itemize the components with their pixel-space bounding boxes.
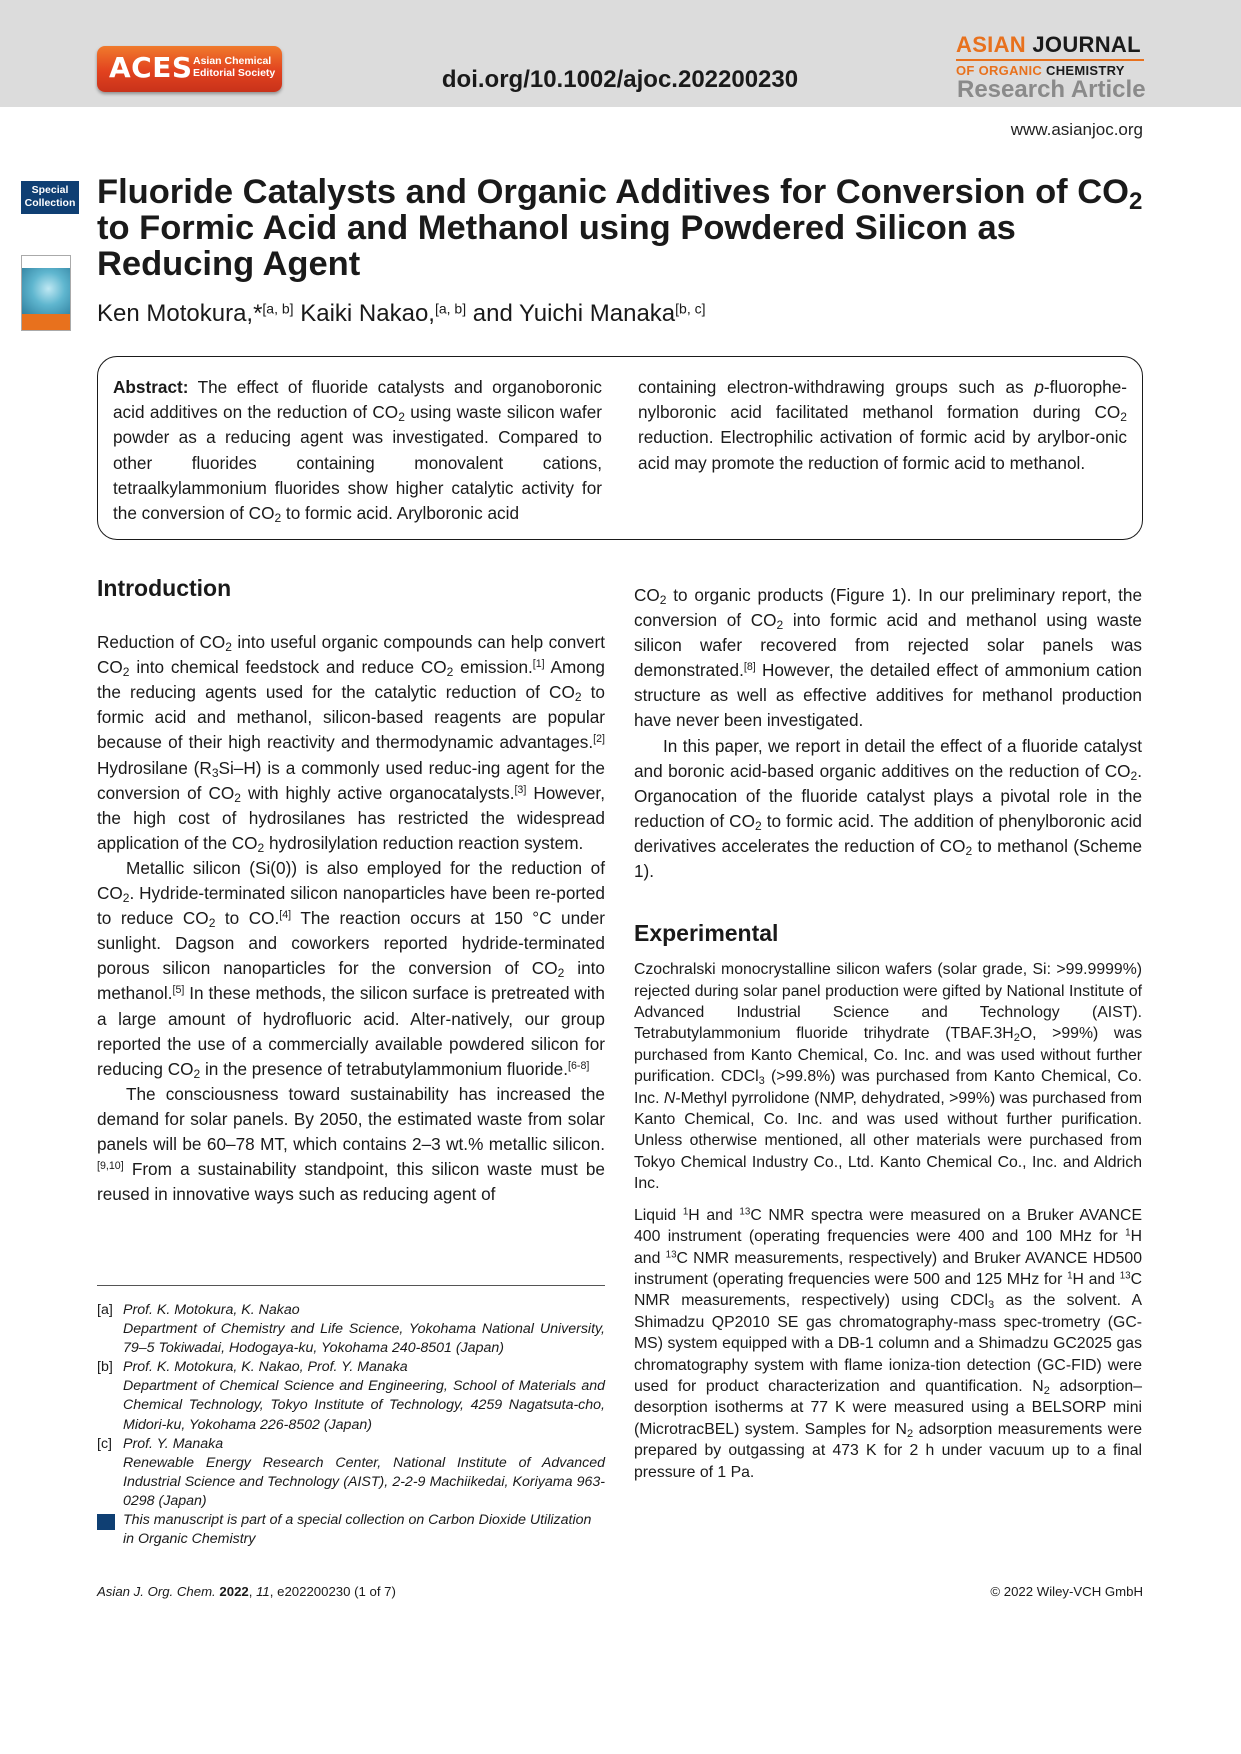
experimental-paragraph-2: Liquid $^1$H and $^{13}$C NMR spectra were measured on a Bruker AVANCE 400 instrument (operating frequencies were 400 and 100 MHz for $^1$H and $^{13}$C NMR measurements, respectively) and Bruker AVANCE HD500 instrument (operating frequencies were 500 and 125 MHz for $^1$H and $^{13}$C NMR measurements, respectively) using CDCl$_3$ as the solvent. A Shimadzu QP2010 SE gas chromatography-mass spec-trometry (GC-MS) system equipped with a DB-1 column and a Shimadzu GC2025 gas chromatography system with flame ioniza-tion detection (GC-FID) were used for product characterization and quantification. $N_2$ adsorption–desorption isotherms at 77 K were measured using a BELSORP mini (MicrotracBEL) system. Samples for $N_2$ adsorption measurements were prepared by outgassing at 473 K for 2 h under vacuum up to a final pressure of 1 Pa. bbox=[634, 1206, 1143, 1481]
author-list: Ken Motokura,*[a, b] Kaiki Nakao,[a, b] and Yuichi Manaka[b, c] bbox=[97, 300, 706, 327]
article-title: Fluoride Catalysts and Organic Additives for Conversion of $CO_2$ to Formic Acid and Methanol using Powdered Silicon as Reducing Agent bbox=[97, 173, 1143, 283]
abstract-text-right: containing electron-withdrawing groups such as p-fluorophe-nylboronic acid facilitated methanol formation during $CO_2$ reduction. Electrophilic activation of formic acid by arylbor-onic acid may promote the reduction of formic acid to methanol. bbox=[638, 377, 1127, 473]
introduction-heading: Introduction bbox=[97, 575, 232, 601]
cover-thumb-band bbox=[22, 314, 70, 330]
footnote-rule bbox=[97, 1285, 605, 1286]
journal-logo-line1: ASIAN JOURNAL bbox=[956, 32, 1141, 57]
journal-logo-line2: OF ORGANIC CHEMISTRY bbox=[956, 63, 1125, 78]
intro-paragraph-3: The consciousness toward sustainability has increased the demand for solar panels. By 2050, the estimated waste from solar panels will be 60–78 MT, which contains 2–3 wt.% metallic silicon.[9,10] From a sustainability standpoint, this silicon waste must be reused in innovative ways such as reducing agent of bbox=[97, 1083, 605, 1205]
journal-logo[interactable] bbox=[956, 32, 1146, 78]
journal-logo-rule bbox=[956, 59, 1144, 61]
journal-website-link[interactable]: www.asianjoc.org bbox=[1010, 120, 1143, 139]
footnote-a: [a] Prof. K. Motokura, K. Nakao Department of Chemistry and Life Science, Yokohama National University, 79–5 Tokiwadai, Hodogaya-ku, Yokohama 240-8501 (Japan) bbox=[97, 1302, 605, 1357]
footnote-c: [c] Prof. Y. Manaka Renewable Energy Research Center, National Institute of Advanced Industrial Science and Technology (AIST), 2-2-9 Machiikedai, Koriyama 963-0298 (Japan) bbox=[97, 1435, 605, 1509]
affiliation-footnotes bbox=[97, 1301, 605, 1549]
copyright-footer: © 2022 Wiley-VCH GmbH bbox=[990, 1584, 1143, 1599]
aces-logo-subtitle: Asian Chemical Editorial Society bbox=[193, 55, 276, 79]
special-collection-note: This manuscript is part of a special collection on Carbon Dioxide Utilization in Organic Chemistry bbox=[97, 1511, 605, 1549]
intro-paragraph-4: $CO_2$ to organic products (Figure 1). In our preliminary report, the conversion of $CO_2$ into formic acid and methanol using waste silicon wafer recovered from rejected solar panels was demonstrated.[8] However, the detailed effect of ammonium cation structure as well as effective additives for methanol production have never been investigated. bbox=[634, 585, 1142, 731]
cover-thumb-image bbox=[22, 268, 70, 314]
intro-paragraph-5: In this paper, we report in detail the effect of a fluoride catalyst and boronic acid-based organic additives on the reduction of $CO_2$. Organocation of the fluoride catalyst plays a pivotal role in the reduction of $CO_2$ to formic acid. The addition of phenylboronic acid derivatives accelerates the reduction of $CO_2$ to methanol (Scheme 1). bbox=[634, 735, 1143, 882]
experimental-heading: Experimental bbox=[634, 920, 779, 947]
intro-paragraph-2: Metallic silicon (Si(0)) is also employed for the reduction of $CO_2$. Hydride-terminated silicon nanoparticles have been re-ported to reduce $CO_2$ to CO.[4] The reaction occurs at 150 °C under sunlight. Dagson and coworkers reported hydride-terminated porous silicon nanoparticles for the conversion of $CO_2$ into methanol.[5] In these methods, the silicon surface is pretreated with a large amount of hydrofluoric acid. Alter-natively, our group reported the use of a commercially available powdered silicon for reducing $CO_2$ in the presence of tetrabutylammonium fluoride.[6-8] bbox=[97, 857, 606, 1081]
special-collection-mini-badge-icon bbox=[97, 1514, 115, 1530]
abstract-box bbox=[97, 356, 1143, 540]
experimental-paragraph-1: Czochralski monocrystalline silicon wafers (solar grade, Si: >99.9999%) rejected during solar panel production were gifted by National Institute of Advanced Industrial Science and Technology (AIST). Tetrabutylammonium fluoride trihydrate ($TBAF.3H_2O$, >99%) was purchased from Kanto Chemical, Co. Inc. and was used without further purification. CDCl$_3$ (>99.8%) was purchased from Kanto Chemical, Co. Inc. N-Methyl pyrrolidone (NMP, dehydrated, >99%) was purchased from Kanto Chemical, Co. Inc. and was used without further purification. Unless otherwise mentioned, all other materials were purchased from Tokyo Chemical Industry Co., Ltd. Kanto Chemical Co., Inc. and Aldrich Inc. bbox=[634, 961, 1143, 1193]
right-column bbox=[634, 583, 1142, 1483]
left-column bbox=[97, 576, 605, 1207]
citation-footer: Asian J. Org. Chem. 2022, 11, e202200230 (1 of 7) bbox=[97, 1584, 396, 1599]
journal-cover-thumbnail[interactable] bbox=[21, 255, 71, 331]
doi-link[interactable]: doi.org/10.1002/ajoc.202200230 bbox=[441, 66, 799, 93]
abstract-text-left: Abstract: The effect of fluoride catalysts and organoboronic acid additives on the reduction of $CO_2$ using waste silicon wafer powder as a reducing agent was investigated. Compared to other fluorides containing monovalent cations, tetraalkylammonium fluorides show higher catalytic activity for the conversion of $CO_2$ to formic acid. Arylboronic acid bbox=[113, 377, 602, 526]
cover-thumb-masthead bbox=[22, 256, 70, 268]
article-type-label: Research Article bbox=[957, 76, 1146, 103]
footnote-b: [b] Prof. K. Motokura, K. Nakao, Prof. Y. Manaka Department of Chemical Science and Engineering, School of Materials and Chemical Technology, Tokyo Institute of Technology, 4259 Nagatsuta-cho, Midori-ku, Yokohama 226-8502 (Japan) bbox=[97, 1359, 605, 1433]
intro-paragraph-1: Reduction of $CO_2$ into useful organic compounds can help convert $CO_2$ into chemical feedstock and reduce $CO_2$ emission.[1] Among the reducing agents used for the catalytic reduction of $CO_2$ to formic acid and methanol, silicon-based reagents are popular because of their high reactivity and thermodynamic advantages.[2] Hydrosilane $(R_3Si-H)$ is a commonly used reduc-ing agent for the conversion of $CO_2$ with highly active organocatalysts.[3] However, the high cost of hydrosilanes has restricted the widespread application of the $CO_2$ hydrosilylation reduction reaction system. bbox=[97, 632, 605, 855]
aces-logo-word: ACES bbox=[109, 51, 193, 84]
special-collection-badge[interactable]: Special Collection bbox=[21, 181, 79, 214]
aces-logo[interactable] bbox=[97, 46, 282, 92]
